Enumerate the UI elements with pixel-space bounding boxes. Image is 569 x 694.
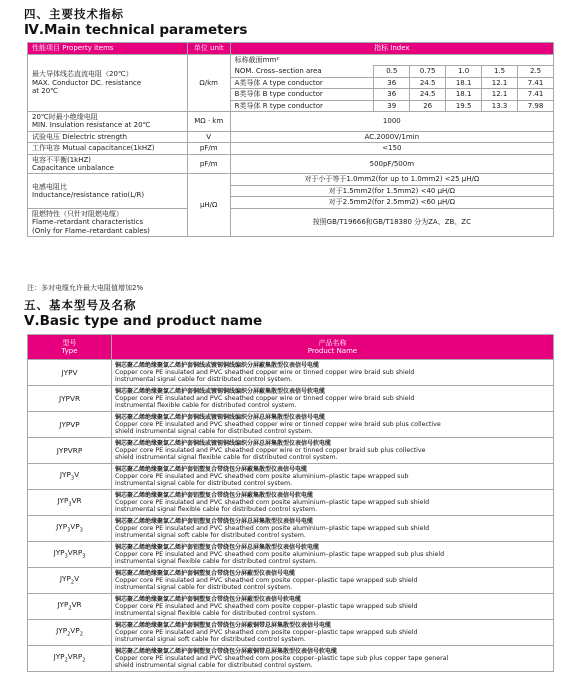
type-code-tail: VRP [67, 651, 83, 661]
resistance-value: 24.5 [410, 89, 446, 100]
type-code-subscript: 3 [67, 527, 71, 534]
product-name [112, 568, 554, 594]
type-code-subscript: 3 [79, 527, 83, 534]
header-property: 性能项目 Property items [28, 43, 188, 55]
type-code-tail: V [74, 573, 80, 583]
product-name-en1: Copper core PE insulated and PVC sheathed copper wire or tinned copper wire braid sub shield [115, 394, 415, 402]
area-label-en: NOM. Cross–section area [230, 66, 374, 77]
table-row [28, 646, 554, 672]
product-name-en2: instrumental signal cable for distributed control system. [115, 584, 293, 592]
type-code-subscript: 2 [82, 657, 86, 664]
product-name [112, 542, 554, 568]
type-code-text: JYP [59, 469, 71, 479]
resistance-note: 注：多对电缆允许最大电阻值增加2% [27, 284, 144, 292]
table-row [28, 386, 554, 412]
mutual-capacitance-label: 工作电容 Mutual capacitance(1kHZ) [28, 143, 188, 154]
section4-en-title: Ⅳ.Main technical parameters [24, 22, 248, 38]
type-code-subscript: 3 [82, 553, 86, 560]
capacitance-unbalance-unit: pF/m [187, 154, 230, 174]
product-name [112, 646, 554, 672]
header-index: 指标 Index [230, 43, 553, 55]
type-code-tail: VP [70, 625, 80, 635]
type-code-tail: VRP [67, 547, 83, 557]
type-r-label: R类导体 R type conductor [230, 100, 374, 111]
type-code-text: JYP [53, 547, 65, 557]
type-code-text: JYP [59, 573, 71, 583]
table-row [28, 464, 554, 490]
type-code-tail: VR [71, 495, 82, 505]
resistance-value: 7.41 [518, 89, 554, 100]
unbalance-label-en: Capacitance unbalance [32, 164, 114, 173]
type-code-tail: V [74, 469, 80, 479]
product-name-en2: instrumental signal soft cable for distributed control system. [115, 636, 306, 644]
lr-ratio-label [28, 174, 188, 208]
product-name [112, 412, 554, 438]
resistance-value: 19.5 [446, 100, 482, 111]
resistance-value: 39 [374, 100, 410, 111]
type-code [28, 464, 112, 490]
conductor-label-cn: 最大导体线芯直流电阻（20℃） [32, 70, 133, 79]
header-type-cn: 型号 [62, 339, 77, 347]
product-name [112, 490, 554, 516]
product-name-en2: instrumental signal cable for distributed control system. [115, 376, 293, 384]
type-a-label: A类导体 A type conductor [230, 77, 374, 88]
insulation-label [28, 112, 188, 132]
table-row [28, 490, 554, 516]
product-name-en2: shield instrumental signal cable for distributed control system. [115, 662, 313, 670]
resistance-value: 26 [410, 100, 446, 111]
type-code-subscript: 2 [70, 579, 75, 586]
product-name-en2: instrumental signal flexible cable for distributed control system. [115, 610, 317, 618]
table-row [28, 412, 554, 438]
product-name [112, 620, 554, 646]
resistance-value: 7.98 [518, 100, 554, 111]
capacitance-unbalance-value: 500pF/500m [230, 154, 553, 174]
type-b-label: B类导体 B type conductor [230, 89, 374, 100]
type-code-text: JYPVR [58, 393, 81, 403]
type-code-text: JYPVRP [56, 445, 83, 455]
lr-ratio-value: 对于小于等于1.0mm2(for up to 1.0mm2) <25 μH/Ω [230, 174, 553, 185]
table-row [28, 438, 554, 464]
product-name-en2: shield instrumental signal flexible cable for distributed control system. [115, 454, 338, 462]
insulation-value: 1000 [230, 112, 553, 132]
area-value: 1.0 [446, 66, 482, 77]
resistance-value: 24.5 [410, 77, 446, 88]
insulation-label-cn: 20℃时最小绝缘电阻 [32, 113, 98, 122]
product-name-cn: 铜芯聚乙烯绝缘聚氯乙烯护套铜线或镀锡铜线编织分屏蔽集散型仪表信号软电缆 [115, 387, 326, 395]
product-name-en1: Copper core PE insulated and PVC sheathed copper wire or tinned copper wire braid sub shield [115, 368, 415, 376]
product-name-cn: 铜芯聚乙烯绝缘聚氯乙烯护套铝塑复合带绕包分屏蔽集散型仪表信号电缆 [115, 465, 308, 473]
area-value: 2.5 [518, 66, 554, 77]
type-code-subscript: 2 [68, 605, 72, 612]
mutual-capacitance-value: <150 [230, 143, 553, 154]
table-row [28, 516, 554, 542]
area-label-cn: 标称截面mm² [230, 55, 553, 66]
type-code-subscript: 3 [70, 475, 75, 482]
resistance-value: 12.1 [482, 89, 518, 100]
product-name-cn: 铜芯聚乙烯绝缘聚氯乙烯护套铝塑复合带绕包分屏总屏集散型仪表信号电缆 [115, 517, 314, 525]
type-code [28, 542, 112, 568]
type-code [28, 568, 112, 594]
lr-label-en: Inductance/resistance ratio(L/R) [32, 191, 145, 200]
area-value: 1.5 [482, 66, 518, 77]
table-row [28, 594, 554, 620]
table-row [28, 620, 554, 646]
type-code [28, 386, 112, 412]
table-row [28, 542, 554, 568]
product-name-en1: Copper core PE insulated and PVC sheathed copper wire or tinned copper wire braid sub plus collective [115, 420, 441, 428]
area-value: 0.75 [410, 66, 446, 77]
conductor-label-en1: MAX. Conductor DC. resistance [32, 78, 142, 87]
flame-label-en1: Flame–retardant characteristics [32, 218, 144, 227]
unbalance-label-cn: 电容不平衡(1kHZ) [32, 155, 92, 164]
product-name [112, 360, 554, 386]
dielectric-unit: V [187, 131, 230, 142]
type-code-text: JYP [57, 495, 69, 505]
header-type [28, 335, 112, 360]
type-name-table [27, 334, 554, 672]
resistance-value: 7.41 [518, 77, 554, 88]
header-unit: 单位 unit [187, 43, 230, 55]
table-row [28, 568, 554, 594]
product-name-en1: Copper core PE insulated and PVC sheathed com posite copper–plastic tape wrapped sub shield [115, 576, 418, 584]
resistance-value: 36 [374, 77, 410, 88]
type-code [28, 412, 112, 438]
type-code [28, 516, 112, 542]
conductor-resistance-label [28, 55, 188, 112]
resistance-value: 36 [374, 89, 410, 100]
type-code-tail: VP [70, 521, 80, 531]
product-name-en1: Copper core PE insulated and PVC sheathed com posite aluminium–plastic tape wrapped sub shield [115, 498, 430, 506]
resistance-value: 18.1 [446, 77, 482, 88]
insulation-unit: MΩ · km [187, 112, 230, 132]
product-name-en1: Copper core PE insulated and PVC sheathed com posite aluminium–plastic tape wrapped sub shield [115, 524, 430, 532]
flame-label-en2: (Only for Flame–retardant cables) [32, 226, 150, 235]
area-value: 0.5 [374, 66, 410, 77]
product-name [112, 464, 554, 490]
table-row [28, 360, 554, 386]
type-code [28, 646, 112, 672]
conductor-label-en2: at 20℃ [32, 87, 59, 96]
product-name-en2: shield instrumental signal cable for distributed control system. [115, 428, 313, 436]
type-code [28, 594, 112, 620]
type-code [28, 360, 112, 386]
section4-cn-title: 四、主要技术指标 [24, 7, 124, 21]
product-name-en2: instrumental signal soft cable for distributed control system. [115, 532, 306, 540]
type-code-subscript: 2 [79, 631, 83, 638]
lr-label-cn: 电感电阻比 [32, 182, 67, 191]
main-parameters-table [27, 42, 554, 237]
flame-retardant-label [28, 208, 188, 236]
product-name-cn: 铜芯聚乙烯绝缘聚氯乙烯护套铜塑复合带绕包分屏蔽型仪表信号电缆 [115, 569, 296, 577]
type-code-subscript: 3 [64, 553, 68, 560]
lr-ratio-value: 对于2.5mm2(for 2.5mm2) <60 μH/Ω [230, 197, 553, 208]
dielectric-label: 试验电压 Dielectric strength [28, 131, 188, 142]
type-code [28, 620, 112, 646]
mutual-capacitance-unit: pF/m [187, 143, 230, 154]
dielectric-value: AC.2000V/1min [230, 131, 553, 142]
product-name-cn: 铜芯聚乙烯绝缘聚氯乙烯护套铜塑复合带绕包分屏蔽型仪表信号软电缆 [115, 595, 302, 603]
type-code-subscript: 3 [68, 501, 72, 508]
type-code-subscript: 2 [64, 657, 68, 664]
type-code-text: JYP [56, 625, 68, 635]
product-name-en2: instrumental flexible cable for distributed control system. [115, 402, 297, 410]
type-rows [28, 360, 554, 672]
resistance-value: 12.1 [482, 77, 518, 88]
resistance-value: 13.3 [482, 100, 518, 111]
product-name-en2: instrumental signal flexible cable for distributed control system. [115, 506, 317, 514]
product-name [112, 386, 554, 412]
product-name-en1: Copper core PE insulated and PVC sheathed copper wire or tinned copper braid sub plus collective [115, 446, 426, 454]
type-code-text: JYP [56, 521, 68, 531]
product-name-cn: 铜芯聚乙烯绝缘聚氯乙烯护套铝塑复合带绕包分屏蔽集散型仪表信号软电缆 [115, 491, 314, 499]
lr-ratio-unit: μH/Ω [187, 174, 230, 236]
product-name-cn: 铜芯聚乙烯绝缘聚氯乙烯护套铝塑复合带绕包分屏总屏集散型仪表信号软电缆 [115, 543, 320, 551]
type-code [28, 490, 112, 516]
type-code-tail: VR [71, 599, 82, 609]
conductor-unit: Ω/km [187, 55, 230, 112]
product-name-en1: Copper core PE insulated and PVC sheathed com posite aluminium–plastic tape wrapped sub plus shield [115, 550, 445, 558]
product-name-cn: 铜芯聚乙烯绝缘聚氯乙烯护套铜线或镀锡铜线编织分屏总屏集散型仪表信号软电缆 [115, 439, 332, 447]
product-name-cn: 铜芯聚乙烯绝缘聚氯乙烯护套铜塑复合带绕包分屏蔽铜带总屏集散型仪表信号软电缆 [115, 647, 338, 655]
section5-cn-title: 五、基本型号及名称 [24, 298, 137, 312]
type-code-text: JYP [57, 599, 69, 609]
type-code-text: JYPVP [59, 419, 80, 429]
product-name-en2: instrumental signal flexible cable for distributed control system. [115, 558, 317, 566]
type-code-text: JYPV [61, 367, 78, 377]
capacitance-unbalance-label [28, 154, 188, 174]
insulation-label-en: MIN. Insulation resistance at 20℃ [32, 121, 151, 130]
header-product-name [112, 335, 554, 360]
type-code-subscript: 2 [67, 631, 71, 638]
product-name-en1: Copper core PE insulated and PVC sheathed com posite aluminium–plastic tape wrapped sub [115, 472, 409, 480]
product-name-cn: 铜芯聚乙烯绝缘聚氯乙烯护套铜线或镀锡铜线编织分屏总屏集散型仪表信号电缆 [115, 413, 326, 421]
type-code-text: JYP [53, 651, 65, 661]
product-name [112, 438, 554, 464]
flame-label-cn: 阻燃特性（只针对阻燃电缆） [32, 209, 123, 218]
header-name-en: Product Name [307, 347, 358, 355]
product-name-cn: 铜芯聚乙烯绝缘聚氯乙烯护套铜线或镀锡铜线编织分屏蔽集散型仪表信号电缆 [115, 361, 320, 369]
type-code [28, 438, 112, 464]
product-name-en1: Copper core PE insulated and PVC sheathed com posite copper–plastic tape wrapped sub shield [115, 628, 418, 636]
product-name [112, 594, 554, 620]
product-name-cn: 铜芯聚乙烯绝缘聚氯乙烯护套铜塑复合带绕包分屏蔽铜带总屏集散型仪表信号电缆 [115, 621, 332, 629]
section5-en-title: Ⅴ.Basic type and product name [24, 313, 263, 329]
resistance-value: 18.1 [446, 89, 482, 100]
header-type-en: Type [61, 347, 78, 355]
product-name-en2: instrumental signal cable for distributed control system. [115, 480, 293, 488]
product-name-en1: Copper core PE insulated and PVC sheathed com posite copper–plastic tape wrapped sub shield [115, 602, 418, 610]
header-name-cn: 产品名称 [318, 339, 347, 347]
product-name-en1: Copper core PE insulated and PVC sheathed com posite copper–plastic tape sub plus copper tape general [115, 654, 449, 662]
product-name [112, 516, 554, 542]
lr-ratio-value: 对于1.5mm2(for 1.5mm2) <40 μH/Ω [230, 185, 553, 196]
flame-retardant-value: 按照GB/T19666和GB/T18380 分为ZA、ZB、ZC [230, 208, 553, 236]
